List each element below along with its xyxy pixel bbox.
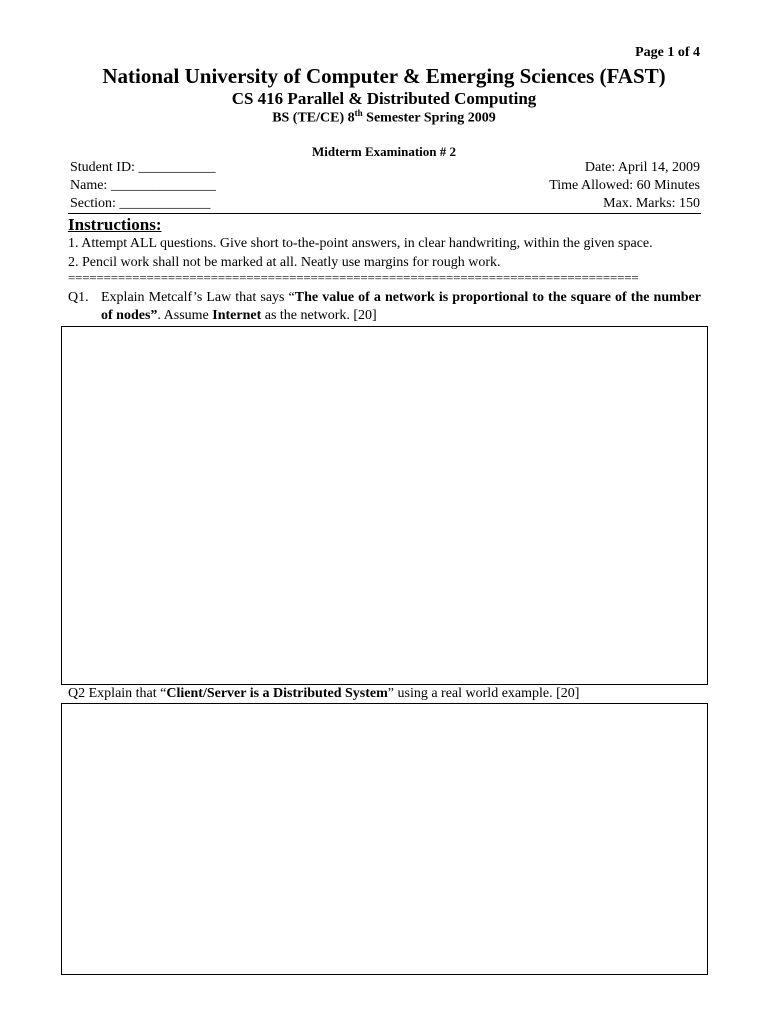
q1-bold-law: The value of a network is proportional to the square of the number of nodes” bbox=[101, 290, 701, 323]
time-allowed: Time Allowed: 60 Minutes bbox=[549, 178, 700, 193]
program-line bbox=[0, 108, 768, 127]
exam-title: Midterm Examination # 2 bbox=[311, 144, 457, 159]
instruction-item: 1. Attempt ALL questions. Give short to-the-point answers, in clear handwriting, within the given space. bbox=[68, 236, 653, 251]
q1-text: as the network. [20] bbox=[261, 308, 377, 323]
q1-text: Explain Metcalf’s Law that says “ bbox=[101, 290, 295, 305]
q2-bold-claim: Client/Server is a Distributed System bbox=[166, 686, 388, 701]
course-title: CS 416 Parallel & Distributed Computing bbox=[231, 89, 537, 108]
q1-answer-box[interactable] bbox=[61, 326, 708, 685]
question-1 bbox=[68, 289, 701, 325]
q1-text: . Assume bbox=[157, 308, 213, 323]
university-title: National University of Computer & Emerging Sciences (FAST) bbox=[102, 64, 666, 88]
header-rule bbox=[68, 213, 701, 214]
exam-date: Date: April 14, 2009 bbox=[584, 160, 700, 175]
page-number: Page 1 of 4 bbox=[635, 45, 700, 60]
max-marks: Max. Marks: 150 bbox=[603, 196, 700, 211]
q2-answer-box[interactable] bbox=[61, 703, 708, 975]
student-id-field: Student ID: ___________ bbox=[70, 160, 216, 175]
name-field: Name: _______________ bbox=[70, 178, 216, 193]
program-superscript: th bbox=[354, 108, 363, 118]
question-number: Q1. bbox=[68, 290, 89, 305]
q1-bold-network: Internet bbox=[212, 308, 262, 323]
program-suffix: Semester Spring 2009 bbox=[362, 110, 496, 126]
question-2 bbox=[68, 686, 579, 702]
separator-line: ================================================================================ bbox=[68, 271, 639, 285]
question-number: Q2 bbox=[68, 686, 86, 701]
q2-text: Explain that “ bbox=[85, 686, 167, 701]
instructions-title: Instructions: bbox=[68, 215, 162, 234]
instruction-item: 2. Pencil work shall not be marked at all. Neatly use margins for rough work. bbox=[68, 255, 501, 270]
section-field: Section: _____________ bbox=[70, 196, 211, 211]
q2-text: ” using a real world example. [20] bbox=[387, 686, 580, 701]
program-prefix: BS (TE/CE) 8 bbox=[272, 110, 355, 126]
